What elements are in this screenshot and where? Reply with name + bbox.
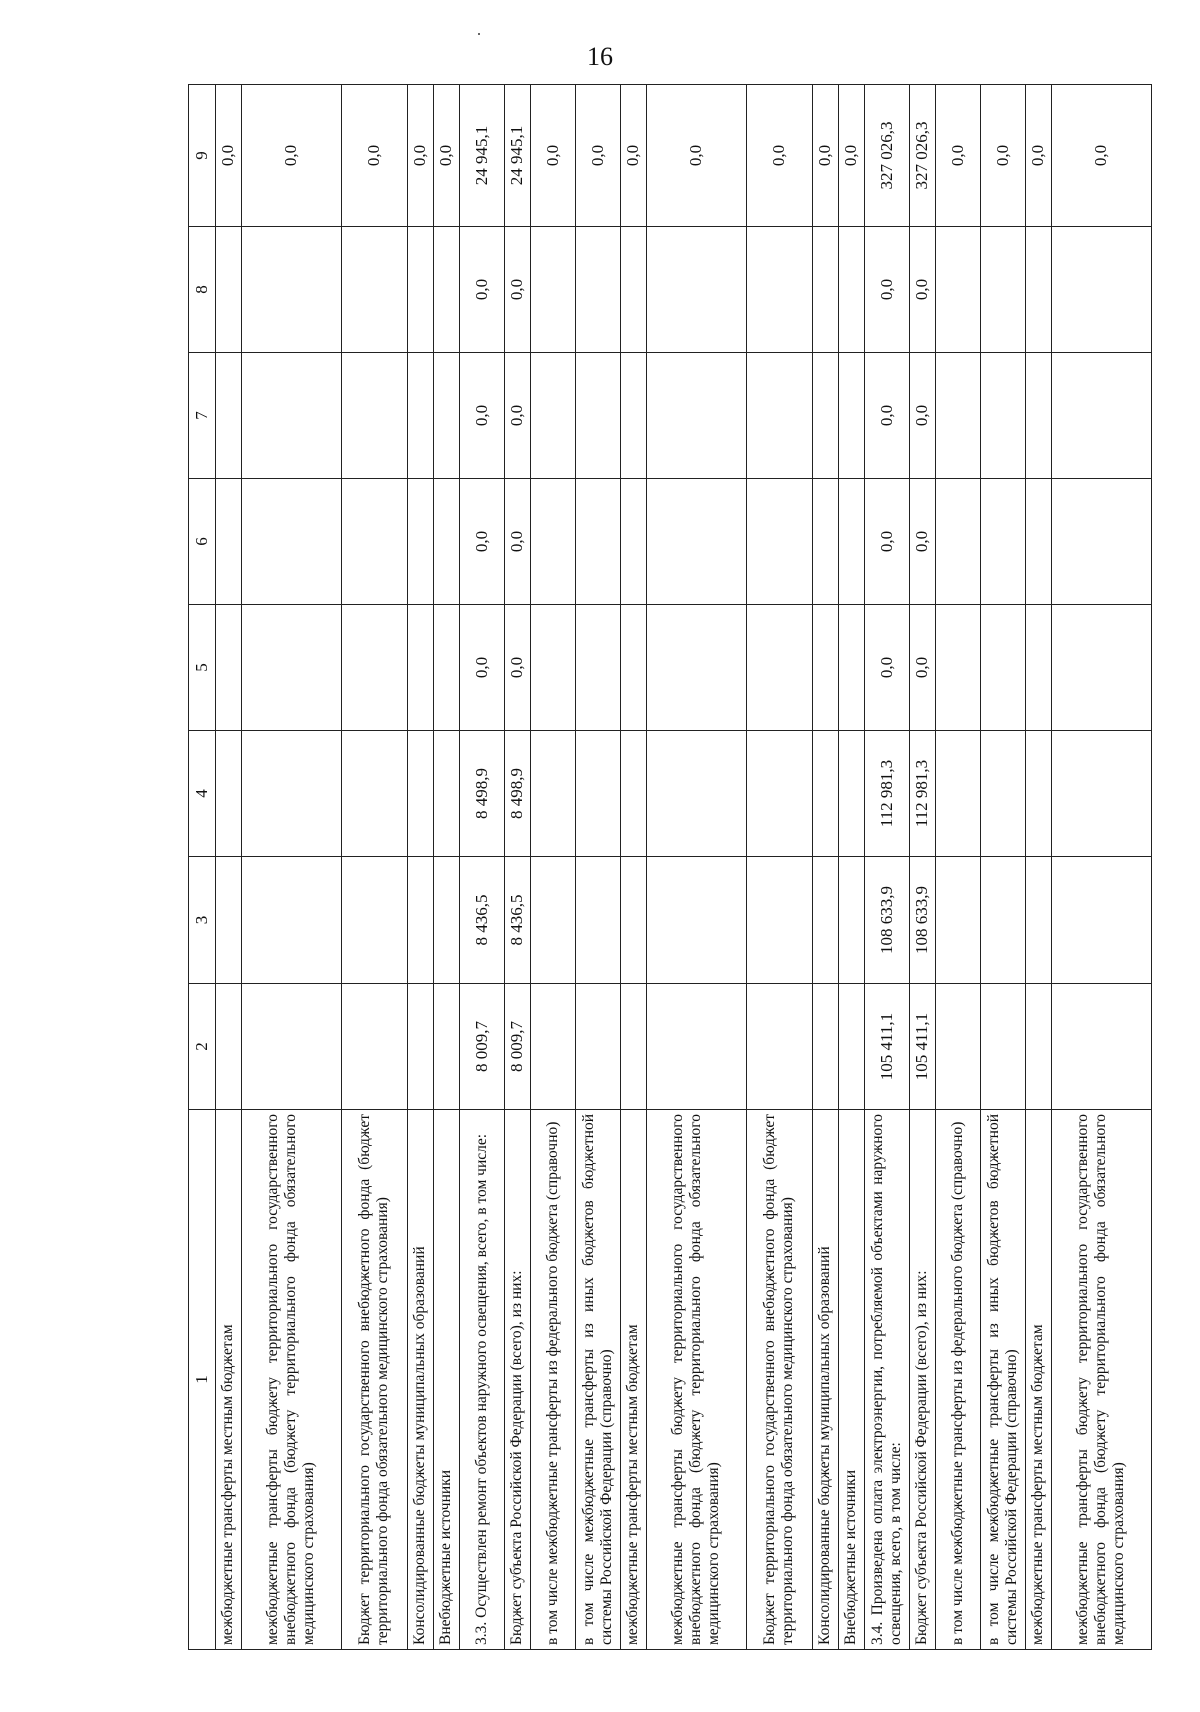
- cell-col-2: [1025, 984, 1051, 1110]
- cell-col-7: [838, 353, 864, 479]
- cell-col-3: [838, 857, 864, 984]
- column-header-9: 9: [189, 85, 216, 227]
- cell-col-4: 112 981,3: [864, 731, 909, 857]
- cell-col-7: [812, 353, 838, 479]
- cell-col-5: [620, 605, 646, 731]
- cell-col-2: [407, 984, 433, 1110]
- column-header-7: 7: [189, 353, 216, 479]
- row-label: межбюджетные трансферты местным бюджетам: [215, 1110, 241, 1650]
- table-row: [935, 85, 980, 1650]
- cell-col-8: 0,0: [459, 227, 504, 353]
- cell-col-3: [530, 857, 575, 984]
- row-label: межбюджетные трансферты бюджету территориального государственного внебюджетного фонда (бюджету территориального фонда обязательного медицинского страхования): [646, 1110, 746, 1650]
- table-row: [980, 85, 1025, 1650]
- row-label: Бюджет территориального государственного внебюджетного фонда (бюджет территориального фонда обязательного медицинского страхования): [341, 1110, 407, 1650]
- cell-col-2: [215, 984, 241, 1110]
- row-label: межбюджетные трансферты местным бюджетам: [620, 1110, 646, 1650]
- cell-col-3: [1051, 857, 1151, 984]
- table-row: [575, 85, 620, 1650]
- table-row: [215, 85, 241, 1650]
- cell-col-6: 0,0: [864, 479, 909, 605]
- cell-col-5: 0,0: [504, 605, 530, 731]
- row-label: межбюджетные трансферты бюджету территориального государственного внебюджетного фонда (бюджету территориального фонда обязательного медицинского страхования): [1051, 1110, 1151, 1650]
- cell-col-7: [1025, 353, 1051, 479]
- table-row: [1051, 85, 1151, 1650]
- row-label: в том числе межбюджетные трансферты из иных бюджетов бюджетной системы Российской Федерации (справочно): [980, 1110, 1025, 1650]
- cell-col-6: [530, 479, 575, 605]
- cell-col-3: [746, 857, 812, 984]
- cell-col-9: 0,0: [407, 85, 433, 227]
- cell-col-8: [433, 227, 459, 353]
- cell-col-2: [1051, 984, 1151, 1110]
- cell-col-7: [433, 353, 459, 479]
- table-row: [530, 85, 575, 1650]
- cell-col-5: 0,0: [864, 605, 909, 731]
- cell-col-9: 0,0: [646, 85, 746, 227]
- row-label: в том числе межбюджетные трансферты из федерального бюджета (справочно): [935, 1110, 980, 1650]
- header-row: [189, 85, 216, 1650]
- cell-col-5: [433, 605, 459, 731]
- cell-col-9: 327 026,3: [909, 85, 935, 227]
- cell-col-5: [935, 605, 980, 731]
- cell-col-5: [838, 605, 864, 731]
- cell-col-3: [241, 857, 341, 984]
- cell-col-6: [620, 479, 646, 605]
- cell-col-4: [746, 731, 812, 857]
- cell-col-7: 0,0: [909, 353, 935, 479]
- table-row: [241, 85, 341, 1650]
- cell-col-7: [620, 353, 646, 479]
- cell-col-9: 0,0: [241, 85, 341, 227]
- cell-col-2: 8 009,7: [504, 984, 530, 1110]
- cell-col-2: [530, 984, 575, 1110]
- cell-col-2: [433, 984, 459, 1110]
- cell-col-5: [1051, 605, 1151, 731]
- cell-col-4: [407, 731, 433, 857]
- scan-artifact: [478, 33, 480, 35]
- row-label: Бюджет субъекта Российской Федерации (всего), из них:: [504, 1110, 530, 1650]
- cell-col-6: [215, 479, 241, 605]
- cell-col-4: [1051, 731, 1151, 857]
- cell-col-7: 0,0: [504, 353, 530, 479]
- cell-col-3: [407, 857, 433, 984]
- cell-col-9: 0,0: [433, 85, 459, 227]
- cell-col-6: [812, 479, 838, 605]
- cell-col-5: [575, 605, 620, 731]
- cell-col-4: [812, 731, 838, 857]
- cell-col-4: 112 981,3: [909, 731, 935, 857]
- cell-col-2: [812, 984, 838, 1110]
- cell-col-9: 0,0: [620, 85, 646, 227]
- cell-col-3: 108 633,9: [909, 857, 935, 984]
- cell-col-4: [1025, 731, 1051, 857]
- cell-col-8: [620, 227, 646, 353]
- cell-col-6: [838, 479, 864, 605]
- cell-col-2: 105 411,1: [909, 984, 935, 1110]
- cell-col-4: [215, 731, 241, 857]
- cell-col-5: [746, 605, 812, 731]
- budget-table: [188, 84, 1152, 1650]
- cell-col-5: 0,0: [459, 605, 504, 731]
- table-row: [504, 85, 530, 1650]
- cell-col-7: [980, 353, 1025, 479]
- cell-col-2: [620, 984, 646, 1110]
- cell-col-7: [407, 353, 433, 479]
- column-header-2: 2: [189, 984, 216, 1110]
- cell-col-8: [935, 227, 980, 353]
- cell-col-8: [838, 227, 864, 353]
- table-row: [746, 85, 812, 1650]
- cell-col-2: [241, 984, 341, 1110]
- table-row: [838, 85, 864, 1650]
- cell-col-9: 24 945,1: [504, 85, 530, 227]
- cell-col-8: 0,0: [504, 227, 530, 353]
- column-header-8: 8: [189, 227, 216, 353]
- cell-col-4: [341, 731, 407, 857]
- cell-col-5: [530, 605, 575, 731]
- cell-col-6: 0,0: [459, 479, 504, 605]
- cell-col-9: 0,0: [838, 85, 864, 227]
- cell-col-4: [838, 731, 864, 857]
- table-row: [341, 85, 407, 1650]
- cell-col-3: 8 436,5: [504, 857, 530, 984]
- cell-col-5: [812, 605, 838, 731]
- cell-col-8: 0,0: [864, 227, 909, 353]
- cell-col-3: [1025, 857, 1051, 984]
- cell-col-2: [838, 984, 864, 1110]
- cell-col-6: [241, 479, 341, 605]
- row-label: в том числе межбюджетные трансферты из иных бюджетов бюджетной системы Российской Федерации (справочно): [575, 1110, 620, 1650]
- row-label: Консолидированные бюджеты муниципальных образований: [812, 1110, 838, 1650]
- cell-col-4: [935, 731, 980, 857]
- cell-col-9: 0,0: [215, 85, 241, 227]
- cell-col-8: [341, 227, 407, 353]
- cell-col-4: 8 498,9: [504, 731, 530, 857]
- cell-col-4: [980, 731, 1025, 857]
- cell-col-5: [341, 605, 407, 731]
- row-label: межбюджетные трансферты местным бюджетам: [1025, 1110, 1051, 1650]
- column-header-1: 1: [189, 1110, 216, 1650]
- cell-col-2: 105 411,1: [864, 984, 909, 1110]
- row-label: Бюджет территориального государственного внебюджетного фонда (бюджет территориального фонда обязательного медицинского страхования): [746, 1110, 812, 1650]
- cell-col-6: [746, 479, 812, 605]
- cell-col-8: 0,0: [909, 227, 935, 353]
- column-header-4: 4: [189, 731, 216, 857]
- row-label: межбюджетные трансферты бюджету территориального государственного внебюджетного фонда (бюджету территориального фонда обязательного медицинского страхования): [241, 1110, 341, 1650]
- table-row: [1025, 85, 1051, 1650]
- row-label: Консолидированные бюджеты муниципальных образований: [407, 1110, 433, 1650]
- cell-col-6: [980, 479, 1025, 605]
- cell-col-3: [341, 857, 407, 984]
- cell-col-9: 327 026,3: [864, 85, 909, 227]
- cell-col-3: [935, 857, 980, 984]
- cell-col-6: 0,0: [909, 479, 935, 605]
- cell-col-4: 8 498,9: [459, 731, 504, 857]
- cell-col-8: [407, 227, 433, 353]
- cell-col-9: 0,0: [812, 85, 838, 227]
- cell-col-8: [530, 227, 575, 353]
- cell-col-3: [433, 857, 459, 984]
- row-label: Внебюджетные источники: [433, 1110, 459, 1650]
- table-row: [433, 85, 459, 1650]
- cell-col-4: [575, 731, 620, 857]
- cell-col-5: [980, 605, 1025, 731]
- cell-col-2: [341, 984, 407, 1110]
- cell-col-7: [746, 353, 812, 479]
- table-row: [620, 85, 646, 1650]
- cell-col-7: [530, 353, 575, 479]
- cell-col-9: 0,0: [530, 85, 575, 227]
- cell-col-3: [620, 857, 646, 984]
- cell-col-8: [1051, 227, 1151, 353]
- cell-col-6: [646, 479, 746, 605]
- cell-col-3: [812, 857, 838, 984]
- cell-col-8: [812, 227, 838, 353]
- row-label: в том числе межбюджетные трансферты из федерального бюджета (справочно): [530, 1110, 575, 1650]
- cell-col-2: [935, 984, 980, 1110]
- cell-col-7: 0,0: [459, 353, 504, 479]
- cell-col-9: 24 945,1: [459, 85, 504, 227]
- row-label: 3.3. Осуществлен ремонт объектов наружного освещения, всего, в том числе:: [459, 1110, 504, 1650]
- cell-col-7: [1051, 353, 1151, 479]
- cell-col-7: [646, 353, 746, 479]
- cell-col-3: [646, 857, 746, 984]
- cell-col-6: [935, 479, 980, 605]
- cell-col-6: [575, 479, 620, 605]
- cell-col-9: 0,0: [1025, 85, 1051, 227]
- cell-col-7: [341, 353, 407, 479]
- table-row: [909, 85, 935, 1650]
- cell-col-9: 0,0: [935, 85, 980, 227]
- cell-col-8: [646, 227, 746, 353]
- cell-col-4: [433, 731, 459, 857]
- cell-col-5: 0,0: [909, 605, 935, 731]
- cell-col-6: 0,0: [504, 479, 530, 605]
- column-header-5: 5: [189, 605, 216, 731]
- cell-col-5: [241, 605, 341, 731]
- cell-col-6: [407, 479, 433, 605]
- cell-col-4: [241, 731, 341, 857]
- cell-col-2: [980, 984, 1025, 1110]
- row-label: Бюджет субъекта Российской Федерации (всего), из них:: [909, 1110, 935, 1650]
- table-body: [215, 85, 1151, 1650]
- column-header-3: 3: [189, 857, 216, 984]
- page-number: 16: [587, 42, 613, 71]
- cell-col-3: 108 633,9: [864, 857, 909, 984]
- column-header-6: 6: [189, 479, 216, 605]
- rotated-table-container: [188, 85, 1128, 1650]
- cell-col-2: [575, 984, 620, 1110]
- table-row: [812, 85, 838, 1650]
- cell-col-5: [215, 605, 241, 731]
- cell-col-4: [530, 731, 575, 857]
- row-label: Внебюджетные источники: [838, 1110, 864, 1650]
- cell-col-8: [980, 227, 1025, 353]
- cell-col-8: [215, 227, 241, 353]
- cell-col-3: [575, 857, 620, 984]
- cell-col-4: [620, 731, 646, 857]
- cell-col-6: [341, 479, 407, 605]
- cell-col-8: [1025, 227, 1051, 353]
- cell-col-9: 0,0: [341, 85, 407, 227]
- cell-col-7: [215, 353, 241, 479]
- cell-col-7: 0,0: [864, 353, 909, 479]
- cell-col-4: [646, 731, 746, 857]
- cell-col-7: [241, 353, 341, 479]
- cell-col-5: [1025, 605, 1051, 731]
- cell-col-9: 0,0: [746, 85, 812, 227]
- cell-col-3: [980, 857, 1025, 984]
- cell-col-3: 8 436,5: [459, 857, 504, 984]
- table-row: [407, 85, 433, 1650]
- cell-col-5: [646, 605, 746, 731]
- table-row: [646, 85, 746, 1650]
- cell-col-8: [241, 227, 341, 353]
- cell-col-2: [646, 984, 746, 1110]
- cell-col-9: 0,0: [980, 85, 1025, 227]
- cell-col-6: [1051, 479, 1151, 605]
- cell-col-7: [935, 353, 980, 479]
- table-row: [864, 85, 909, 1650]
- cell-col-2: 8 009,7: [459, 984, 504, 1110]
- cell-col-8: [746, 227, 812, 353]
- cell-col-6: [1025, 479, 1051, 605]
- cell-col-3: [215, 857, 241, 984]
- table-row: [459, 85, 504, 1650]
- cell-col-2: [746, 984, 812, 1110]
- cell-col-6: [433, 479, 459, 605]
- cell-col-9: 0,0: [1051, 85, 1151, 227]
- cell-col-5: [407, 605, 433, 731]
- cell-col-9: 0,0: [575, 85, 620, 227]
- cell-col-8: [575, 227, 620, 353]
- row-label: 3.4. Произведена оплата электроэнергии, потребляемой объектами наружного освещения, всего, в том числе:: [864, 1110, 909, 1650]
- cell-col-7: [575, 353, 620, 479]
